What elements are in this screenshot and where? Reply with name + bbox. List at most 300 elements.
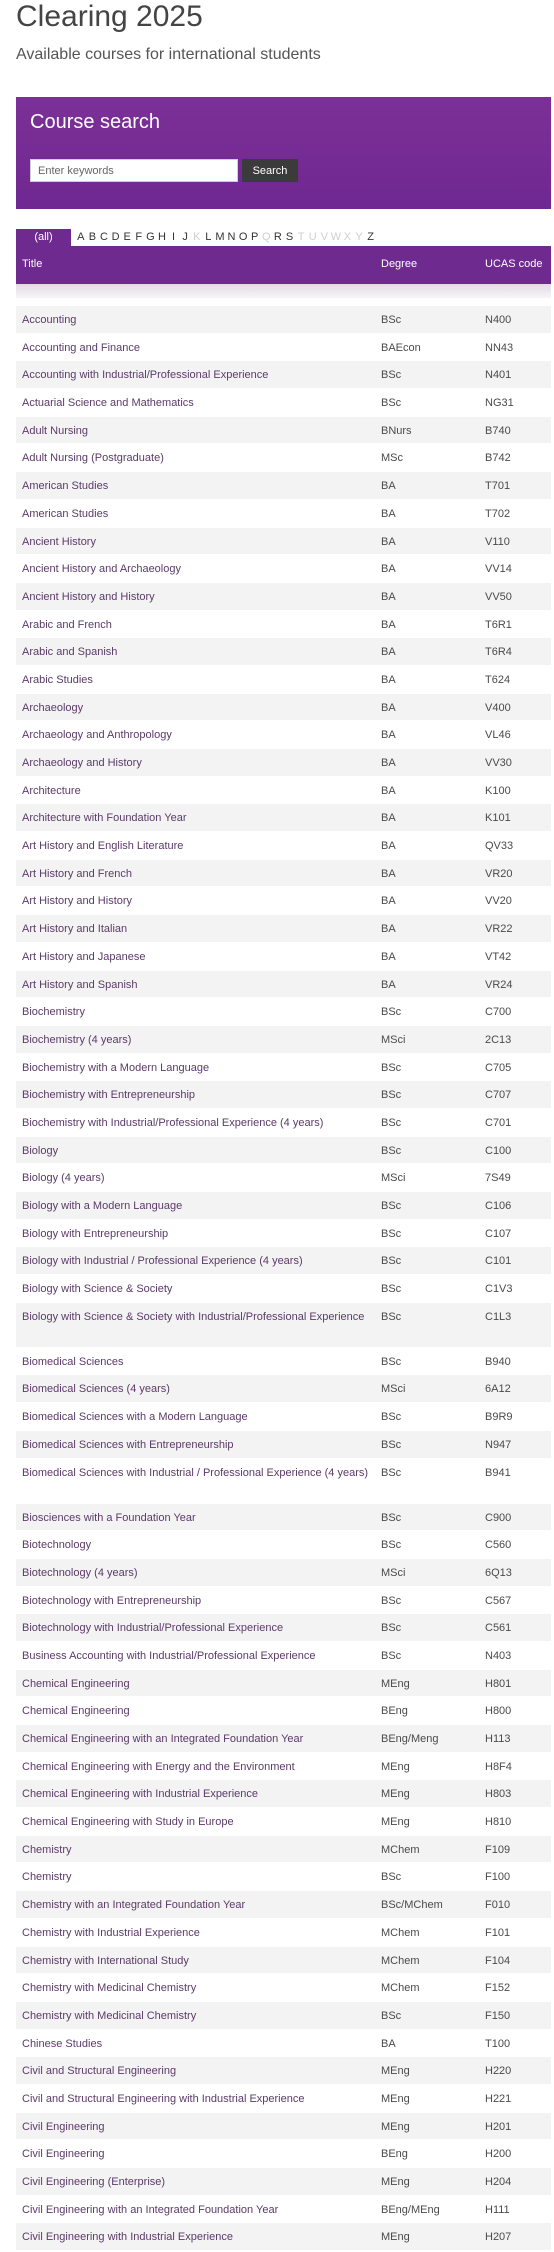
alphabet-letter-o[interactable]: O	[238, 231, 248, 243]
course-title-link[interactable]: Accounting with Industrial/Professional Experience	[22, 369, 269, 382]
table-row[interactable]	[16, 1247, 551, 1275]
table-row[interactable]	[16, 1780, 551, 1808]
course-degree: MSci	[381, 1033, 406, 1046]
course-degree: BSc	[381, 1144, 402, 1157]
table-row[interactable]	[16, 472, 551, 500]
course-degree: MSci	[381, 1383, 406, 1396]
course-title-link[interactable]: Biomedical Sciences	[22, 1355, 124, 1368]
course-ucas-code: C106	[485, 1200, 512, 1212]
course-degree: BA	[381, 480, 396, 493]
course-degree: MEng	[381, 2065, 410, 2078]
table-row[interactable]	[16, 860, 551, 888]
course-title-link[interactable]: Biomedical Sciences with Industrial / Professional Experience (4 years)	[22, 1466, 369, 1479]
course-title-link[interactable]: Chemistry with Medicinal Chemistry	[22, 2009, 197, 2022]
course-ucas-code: T701	[485, 480, 511, 493]
course-title-link[interactable]: Adult Nursing	[22, 424, 89, 437]
course-ucas-code: C101	[485, 1255, 512, 1268]
course-title-link[interactable]: Arabic and Spanish	[22, 646, 118, 659]
table-row[interactable]	[16, 1808, 551, 1836]
course-ucas-code: VR20	[485, 867, 513, 880]
course-degree: BSc	[381, 1355, 402, 1368]
alphabet-letters	[75, 229, 376, 246]
course-title-link[interactable]: Business Accounting with Industrial/Professional Experience	[22, 1649, 316, 1662]
table-row[interactable]	[16, 2002, 551, 2030]
course-ucas-code: 6A12	[485, 1383, 511, 1396]
course-title-link[interactable]: Ancient History	[22, 535, 96, 548]
course-degree: BA	[381, 867, 396, 880]
course-ucas-code: NG31	[485, 397, 514, 410]
course-title-link[interactable]: Civil Engineering	[22, 2148, 105, 2161]
table-row[interactable]	[16, 611, 551, 639]
alphabet-letter-v: V	[320, 231, 328, 243]
table-row[interactable]	[16, 721, 551, 749]
course-degree: BEng	[381, 1705, 408, 1718]
alphabet-letter-n[interactable]: N	[227, 231, 236, 243]
table-row[interactable]	[16, 1220, 551, 1248]
table-row[interactable]	[16, 444, 551, 472]
table-row[interactable]	[16, 832, 551, 860]
course-title-link[interactable]: Ancient History and Archaeology	[22, 563, 181, 576]
course-title-link[interactable]: Biology with Science & Society	[22, 1283, 173, 1296]
course-ucas-code: H220	[485, 2065, 512, 2078]
course-ucas-code: C560	[485, 1539, 512, 1552]
alphabet-letter-u: U	[308, 231, 317, 243]
table-row[interactable]	[16, 1054, 551, 1082]
header-divider	[16, 284, 551, 298]
course-ucas-code: T624	[485, 673, 511, 686]
course-title-link[interactable]: Biosciences with a Foundation Year	[22, 1511, 196, 1524]
column-header-ucas-code[interactable]: UCAS code	[485, 258, 543, 270]
course-degree: BEng/Meng	[381, 1733, 439, 1745]
course-title-link[interactable]: Biotechnology with Industrial/Professional Experience	[22, 1622, 284, 1635]
course-title-link[interactable]: Civil Engineering (Enterprise)	[22, 2176, 166, 2188]
table-row[interactable]	[16, 500, 551, 528]
course-ucas-code: VR24	[485, 978, 513, 991]
table-row[interactable]	[16, 417, 551, 445]
course-degree: BSc	[381, 1871, 402, 1884]
table-row[interactable]	[16, 1081, 551, 1109]
course-degree: BSc	[381, 397, 402, 410]
table-row[interactable]	[16, 777, 551, 805]
table-row[interactable]	[16, 749, 551, 777]
table-row[interactable]	[16, 1348, 551, 1376]
table-row[interactable]	[16, 915, 551, 943]
alphabet-letter-d[interactable]: D	[111, 231, 120, 243]
course-degree: BSc	[381, 1411, 402, 1424]
course-title-link[interactable]: Chemical Engineering with Industrial Experience	[22, 1788, 259, 1801]
table-row[interactable]	[16, 2140, 551, 2168]
course-title-link[interactable]: Art History and Japanese	[22, 950, 146, 963]
table-row[interactable]	[16, 1863, 551, 1891]
course-title-link[interactable]: American Studies	[22, 507, 109, 520]
course-degree: BSc	[381, 1089, 402, 1102]
table-row[interactable]	[16, 1459, 551, 1504]
course-title-link[interactable]: Chemistry	[22, 1871, 72, 1884]
table-row[interactable]	[16, 1642, 551, 1670]
table-header	[16, 246, 551, 284]
course-ucas-code: C700	[485, 1006, 512, 1019]
course-list	[16, 306, 551, 2251]
course-title-link[interactable]: Chemical Engineering with Study in Europe	[22, 1816, 234, 1829]
course-ucas-code: H204	[485, 2176, 512, 2188]
course-ucas-code: F101	[485, 1926, 511, 1939]
course-ucas-code: K101	[485, 812, 511, 825]
course-title-link[interactable]: Biotechnology (4 years)	[22, 1566, 138, 1579]
table-row[interactable]	[16, 528, 551, 556]
course-title-link[interactable]: Civil Engineering with Industrial Experience	[22, 2231, 233, 2244]
course-ucas-code: C1V3	[485, 1283, 513, 1296]
alphabet-letter-z[interactable]: Z	[367, 231, 374, 243]
course-title-link[interactable]: Biochemistry with Industrial/Professional Experience (4 years)	[22, 1116, 324, 1129]
course-degree: BSc	[381, 1594, 402, 1607]
table-row[interactable]	[16, 638, 551, 666]
table-row[interactable]	[16, 1192, 551, 1220]
course-degree: MChem	[381, 1982, 420, 1995]
table-row[interactable]	[16, 1836, 551, 1864]
table-row[interactable]	[16, 1725, 551, 1753]
course-degree: BSc	[381, 1116, 402, 1129]
table-row[interactable]	[16, 334, 551, 362]
course-title-link[interactable]: Archaeology and Anthropology	[22, 729, 172, 742]
course-degree: BSc/MChem	[381, 1899, 443, 1912]
table-row[interactable]	[16, 666, 551, 694]
course-title-link[interactable]: Accounting	[22, 314, 77, 326]
course-degree: MChem	[381, 1843, 420, 1856]
course-ucas-code: 7S49	[485, 1172, 511, 1185]
course-title-link[interactable]: Biology with Industrial / Professional Experience (4 years)	[22, 1255, 303, 1268]
course-ucas-code: H113	[485, 1733, 511, 1745]
course-degree: MEng	[381, 1677, 410, 1690]
course-ucas-code: B941	[485, 1466, 511, 1479]
course-title-link[interactable]: Biochemistry	[22, 1006, 85, 1019]
course-title-link[interactable]: Biology with Science & Society with Industrial/Professional Experience	[22, 1310, 365, 1323]
table-row[interactable]	[16, 1375, 551, 1403]
course-title-link[interactable]: Archaeology and History	[22, 757, 142, 769]
course-degree: BSc	[381, 1438, 402, 1451]
alphabet-letter-f[interactable]: F	[135, 231, 143, 243]
column-header-title[interactable]: Title	[22, 258, 43, 270]
course-degree: MChem	[381, 1926, 420, 1939]
course-degree: BEng/MEng	[381, 2203, 440, 2216]
table-row[interactable]	[16, 1504, 551, 1532]
course-ucas-code: F109	[485, 1843, 511, 1856]
course-title-link[interactable]: Art History and Italian	[22, 923, 128, 936]
course-title-link[interactable]: Civil Engineering	[22, 2120, 105, 2133]
table-row[interactable]	[16, 1403, 551, 1431]
course-ucas-code: H207	[485, 2231, 512, 2244]
course-title-link[interactable]: Biochemistry with Entrepreneurship	[22, 1089, 196, 1102]
course-degree: BSc	[381, 1283, 402, 1296]
course-degree: BSc	[381, 2009, 402, 2022]
course-degree: BA	[381, 840, 396, 853]
course-degree: BSc	[381, 1466, 402, 1479]
course-title-link[interactable]: Biology	[22, 1144, 59, 1157]
table-row[interactable]	[16, 694, 551, 722]
course-title-link[interactable]: Chemical Engineering with an Integrated Foundation Year	[22, 1733, 304, 1745]
course-title-link[interactable]: Civil Engineering with an Integrated Foundation Year	[22, 2203, 279, 2216]
alphabet-filter	[16, 229, 551, 246]
alphabet-letter-e[interactable]: E	[123, 231, 131, 243]
course-ucas-code: C701	[485, 1116, 512, 1129]
alphabet-letter-a[interactable]: A	[77, 231, 85, 243]
course-title-link[interactable]: Biotechnology	[22, 1539, 92, 1552]
course-ucas-code: H8F4	[485, 1760, 512, 1773]
course-title-link[interactable]: Art History and English Literature	[22, 840, 184, 853]
course-title-link[interactable]: Chemical Engineering	[22, 1677, 130, 1690]
table-row[interactable]	[16, 998, 551, 1026]
course-degree: MEng	[381, 1816, 410, 1829]
course-ucas-code: T100	[485, 2037, 511, 2050]
course-search-heading: Course search	[30, 111, 161, 133]
course-title-link[interactable]: Biology (4 years)	[22, 1172, 105, 1185]
course-ucas-code: H801	[485, 1677, 512, 1690]
course-ucas-code: F104	[485, 1954, 511, 1967]
course-degree: BA	[381, 673, 396, 686]
course-ucas-code: F100	[485, 1871, 511, 1884]
course-degree: BSc	[381, 1227, 402, 1240]
alphabet-letter-g[interactable]: G	[146, 231, 155, 243]
course-title-link[interactable]: Chinese Studies	[22, 2037, 103, 2050]
table-row[interactable]	[16, 1109, 551, 1137]
course-degree: BA	[381, 563, 396, 576]
course-degree: BAEcon	[381, 341, 421, 354]
course-ucas-code: C567	[485, 1594, 512, 1607]
alphabet-letter-l[interactable]: L	[205, 231, 212, 243]
table-row[interactable]	[16, 2057, 551, 2085]
table-row[interactable]	[16, 583, 551, 611]
course-ucas-code: VV14	[485, 563, 512, 576]
course-title-link[interactable]: Biomedical Sciences with a Modern Language	[22, 1411, 248, 1424]
search-button[interactable]: Search	[242, 159, 298, 182]
course-title-link[interactable]: Architecture with Foundation Year	[22, 812, 187, 825]
course-title-link[interactable]: Arabic Studies	[22, 673, 93, 686]
alphabet-letter-b[interactable]: B	[88, 231, 97, 243]
course-ucas-code: VV50	[485, 590, 512, 603]
alphabet-letter-k: K	[193, 231, 201, 243]
page-subtitle: Available courses for international students	[16, 46, 321, 63]
table-row[interactable]	[16, 2030, 551, 2058]
course-degree: BSc	[381, 1539, 402, 1552]
table-row[interactable]	[16, 1753, 551, 1781]
course-ucas-code: B740	[485, 424, 511, 437]
course-degree: MSci	[381, 1172, 406, 1185]
course-degree: MEng	[381, 1788, 410, 1801]
course-degree: BA	[381, 812, 396, 825]
course-ucas-code: 2C13	[485, 1033, 512, 1046]
course-title-link[interactable]: Art History and History	[22, 895, 133, 908]
course-title-link[interactable]: Art History and Spanish	[22, 978, 138, 991]
course-ucas-code: N401	[485, 369, 512, 382]
table-row[interactable]	[16, 1919, 551, 1947]
table-row[interactable]	[16, 2196, 551, 2224]
course-degree: MEng	[381, 2120, 410, 2133]
course-degree: BA	[381, 923, 396, 936]
course-ucas-code: NN43	[485, 341, 514, 354]
course-degree: BSc	[381, 1200, 402, 1212]
course-degree: BSc	[381, 1255, 402, 1268]
course-ucas-code: K100	[485, 784, 511, 797]
course-ucas-code: T702	[485, 507, 511, 520]
course-ucas-code: V110	[485, 535, 510, 548]
course-title-link[interactable]: Art History and French	[22, 867, 133, 880]
table-row[interactable]	[16, 389, 551, 417]
course-degree: BA	[381, 978, 396, 991]
course-ucas-code: H803	[485, 1788, 512, 1801]
course-ucas-code: H221	[485, 2092, 512, 2105]
table-row[interactable]	[16, 1026, 551, 1054]
course-ucas-code: N403	[485, 1649, 512, 1662]
course-ucas-code: C100	[485, 1144, 512, 1157]
course-ucas-code: C1L3	[485, 1310, 512, 1323]
table-row[interactable]	[16, 1947, 551, 1975]
course-degree: MEng	[381, 2176, 410, 2188]
course-title-link[interactable]: Civil and Structural Engineering with Industrial Experience	[22, 2092, 305, 2105]
course-degree: BSc	[381, 314, 402, 326]
table-row[interactable]	[16, 1697, 551, 1725]
course-title-link[interactable]: Accounting and Finance	[22, 341, 141, 354]
course-degree: MEng	[381, 1760, 410, 1773]
course-title-link[interactable]: Architecture	[22, 784, 81, 797]
course-ucas-code: B9R9	[485, 1411, 513, 1424]
table-row[interactable]	[16, 2168, 551, 2196]
table-row[interactable]	[16, 804, 551, 832]
course-title-link[interactable]: Chemistry with International Study	[22, 1954, 189, 1967]
table-row[interactable]	[16, 1531, 551, 1559]
course-degree: BSc	[381, 1061, 402, 1074]
alphabet-letter-c[interactable]: C	[100, 231, 108, 243]
alphabet-letter-q: Q	[262, 231, 271, 243]
course-degree: MSc	[381, 452, 403, 465]
alphabet-letter-i[interactable]: I	[172, 231, 176, 243]
course-title-link[interactable]: American Studies	[22, 480, 109, 493]
course-degree: MSci	[381, 1566, 406, 1579]
course-title-link[interactable]: Arabic and French	[22, 618, 112, 631]
course-title-link[interactable]: Chemistry with Medicinal Chemistry	[22, 1982, 197, 1995]
course-degree: BSc	[381, 1649, 402, 1662]
table-row[interactable]	[16, 971, 551, 999]
course-ucas-code: B742	[485, 452, 511, 465]
course-ucas-code: H810	[485, 1816, 512, 1829]
alphabet-letter-m[interactable]: M	[215, 231, 225, 243]
course-ucas-code: H800	[485, 1705, 512, 1718]
course-ucas-code: T6R4	[485, 646, 512, 659]
table-row[interactable]	[16, 1974, 551, 2002]
course-title-link[interactable]: Chemical Engineering with Energy and the Environment	[22, 1760, 295, 1773]
table-row[interactable]	[16, 1559, 551, 1587]
course-title-link[interactable]: Chemistry with an Integrated Foundation Year	[22, 1899, 246, 1912]
table-row[interactable]	[16, 1275, 551, 1303]
table-row[interactable]	[16, 1587, 551, 1615]
table-row[interactable]	[16, 2085, 551, 2113]
table-row[interactable]	[16, 1164, 551, 1192]
alphabet-letter-h[interactable]: H	[157, 231, 166, 243]
alphabet-letter-r[interactable]: R	[273, 231, 282, 243]
table-row[interactable]	[16, 1303, 551, 1348]
course-degree: BEng	[381, 2148, 408, 2161]
course-ucas-code: F152	[485, 1982, 511, 1995]
alphabet-letter-p[interactable]: P	[251, 231, 259, 243]
course-title-link[interactable]: Biomedical Sciences with Entrepreneurship	[22, 1438, 234, 1451]
alphabet-all-tab[interactable]: (all)	[16, 229, 71, 246]
course-title-link[interactable]: Archaeology	[22, 701, 84, 714]
course-degree: MEng	[381, 2231, 410, 2244]
alphabet-letter-x: X	[343, 231, 352, 243]
course-title-link[interactable]: Biomedical Sciences (4 years)	[22, 1383, 170, 1396]
course-ucas-code: H201	[485, 2120, 512, 2133]
course-degree: BSc	[381, 1006, 402, 1019]
course-title-link[interactable]: Biotechnology with Entrepreneurship	[22, 1594, 202, 1607]
course-degree: BSc	[381, 369, 402, 382]
table-row[interactable]	[16, 2223, 551, 2251]
course-title-link[interactable]: Ancient History and History	[22, 590, 155, 603]
course-ucas-code: H200	[485, 2148, 512, 2161]
course-degree: BA	[381, 646, 396, 659]
course-degree: BA	[381, 507, 396, 520]
course-degree: BSc	[381, 1310, 402, 1323]
course-degree: BA	[381, 729, 396, 742]
search-input[interactable]	[30, 159, 238, 182]
course-degree: BA	[381, 701, 396, 714]
table-row[interactable]	[16, 943, 551, 971]
page-title: Clearing 2025	[16, 0, 203, 33]
course-ucas-code: VL46	[485, 729, 511, 742]
course-ucas-code: QV33	[485, 840, 514, 853]
table-row[interactable]	[16, 361, 551, 389]
course-title-link[interactable]: Actuarial Science and Mathematics	[22, 397, 194, 410]
table-row[interactable]	[16, 1137, 551, 1165]
course-title-link[interactable]: Biology with Entrepreneurship	[22, 1227, 169, 1240]
course-ucas-code: N400	[485, 314, 512, 326]
course-ucas-code: C561	[485, 1622, 512, 1635]
table-row[interactable]	[16, 1891, 551, 1919]
table-row[interactable]	[16, 1614, 551, 1642]
course-title-link[interactable]: Chemical Engineering	[22, 1705, 130, 1718]
course-title-link[interactable]: Biochemistry (4 years)	[22, 1033, 132, 1046]
alphabet-letter-j[interactable]: J	[182, 231, 188, 243]
column-header-degree[interactable]: Degree	[381, 258, 418, 270]
course-ucas-code: 6Q13	[485, 1566, 512, 1579]
table-row[interactable]	[16, 555, 551, 583]
course-title-link[interactable]: Civil and Structural Engineering	[22, 2065, 177, 2078]
course-ucas-code: VT42	[485, 950, 512, 963]
course-title-link[interactable]: Biochemistry with a Modern Language	[22, 1061, 210, 1074]
course-ucas-code: N947	[485, 1438, 512, 1451]
course-ucas-code: C107	[485, 1227, 512, 1240]
course-degree: BA	[381, 618, 396, 631]
table-row[interactable]	[16, 887, 551, 915]
course-degree: MChem	[381, 1954, 420, 1967]
course-ucas-code: VV20	[485, 895, 512, 908]
course-degree: BA	[381, 950, 396, 963]
course-ucas-code: T6R1	[485, 618, 512, 631]
course-ucas-code: B940	[485, 1355, 511, 1368]
course-ucas-code: F010	[485, 1899, 511, 1912]
course-degree: MEng	[381, 2092, 410, 2105]
course-ucas-code: F150	[485, 2009, 511, 2022]
table-row[interactable]	[16, 1670, 551, 1698]
course-degree: BA	[381, 784, 396, 797]
table-row[interactable]	[16, 1431, 551, 1459]
course-ucas-code: C707	[485, 1089, 512, 1102]
table-row[interactable]	[16, 306, 551, 334]
table-row[interactable]	[16, 2113, 551, 2141]
course-title-link[interactable]: Chemistry	[22, 1843, 72, 1856]
course-title-link[interactable]: Biology with a Modern Language	[22, 1200, 183, 1212]
course-title-link[interactable]: Adult Nursing (Postgraduate)	[22, 452, 164, 465]
course-degree: BA	[381, 590, 396, 603]
alphabet-letter-s[interactable]: S	[285, 231, 294, 243]
course-title-link[interactable]: Chemistry with Industrial Experience	[22, 1926, 200, 1939]
